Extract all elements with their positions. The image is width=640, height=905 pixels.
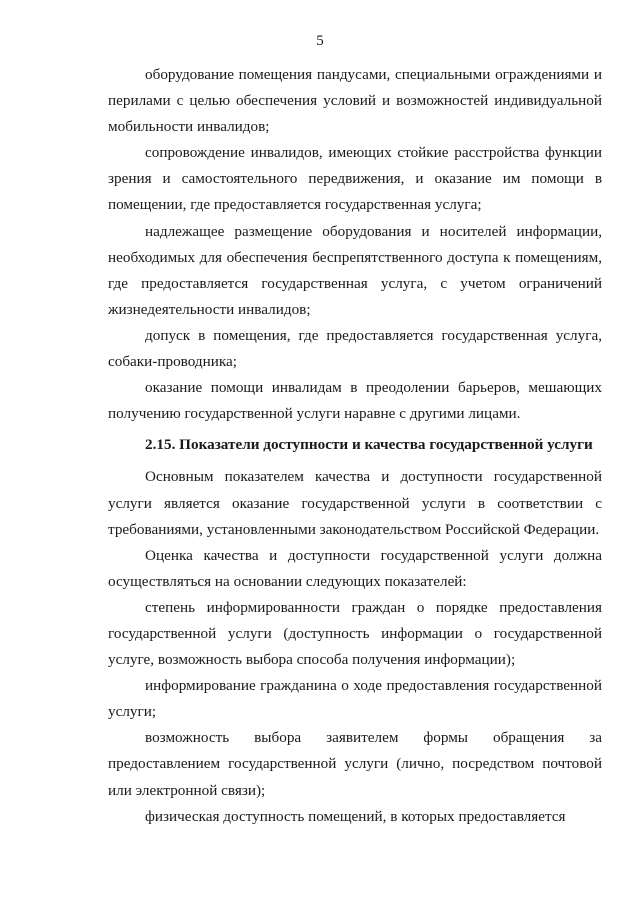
paragraph: оборудование помещения пандусами, специальными ограждениями и перилами с целью обеспечения условий и возможностей индивидуальной мобильности инвалидов; xyxy=(108,66,602,136)
paragraph: возможность выбора заявителем формы обращения за предоставлением государственной услуги (лично, посредством почтовой или электронной связи); xyxy=(108,729,602,799)
section-heading: 2.15. Показатели доступности и качества государственной услуги xyxy=(145,436,593,454)
paragraph: Основным показателем качества и доступности государственной услуги является оказание государственной услуги в соответствии с требованиями, установленными законодательством Российской Федерации. xyxy=(108,468,602,538)
paragraph: Оценка качества и доступности государственной услуги должна осуществляться на основании следующих показателей: xyxy=(108,546,602,590)
document-body xyxy=(108,62,602,830)
paragraph: информирование гражданина о ходе предоставления государственной услуги; xyxy=(108,677,602,721)
paragraph: степень информированности граждан о порядке предоставления государственной услуги (доступность информации о государственной услуге, возможность выбора способа получения информации); xyxy=(108,598,602,669)
paragraph: надлежащее размещение оборудования и носителей информации, необходимых для обеспечения беспрепятственного доступа к помещениям, где предоставляется государственная услуга, с учетом ограничений жизнедеятельности инвалидов; xyxy=(108,222,602,318)
page-number: 5 xyxy=(316,33,324,49)
paragraph: сопровождение инвалидов, имеющих стойкие расстройства функции зрения и самостоятельного передвижения, и оказание им помощи в помещении, где предоставляется государственная услуга; xyxy=(108,144,602,214)
paragraph: оказание помощи инвалидам в преодолении барьеров, мешающих получению государственной услуги наравне с другими лицами. xyxy=(108,379,602,423)
paragraph: допуск в помещения, где предоставляется государственная услуга, собаки-проводника; xyxy=(108,326,602,371)
paragraph: физическая доступность помещений, в которых предоставляется xyxy=(145,807,566,825)
